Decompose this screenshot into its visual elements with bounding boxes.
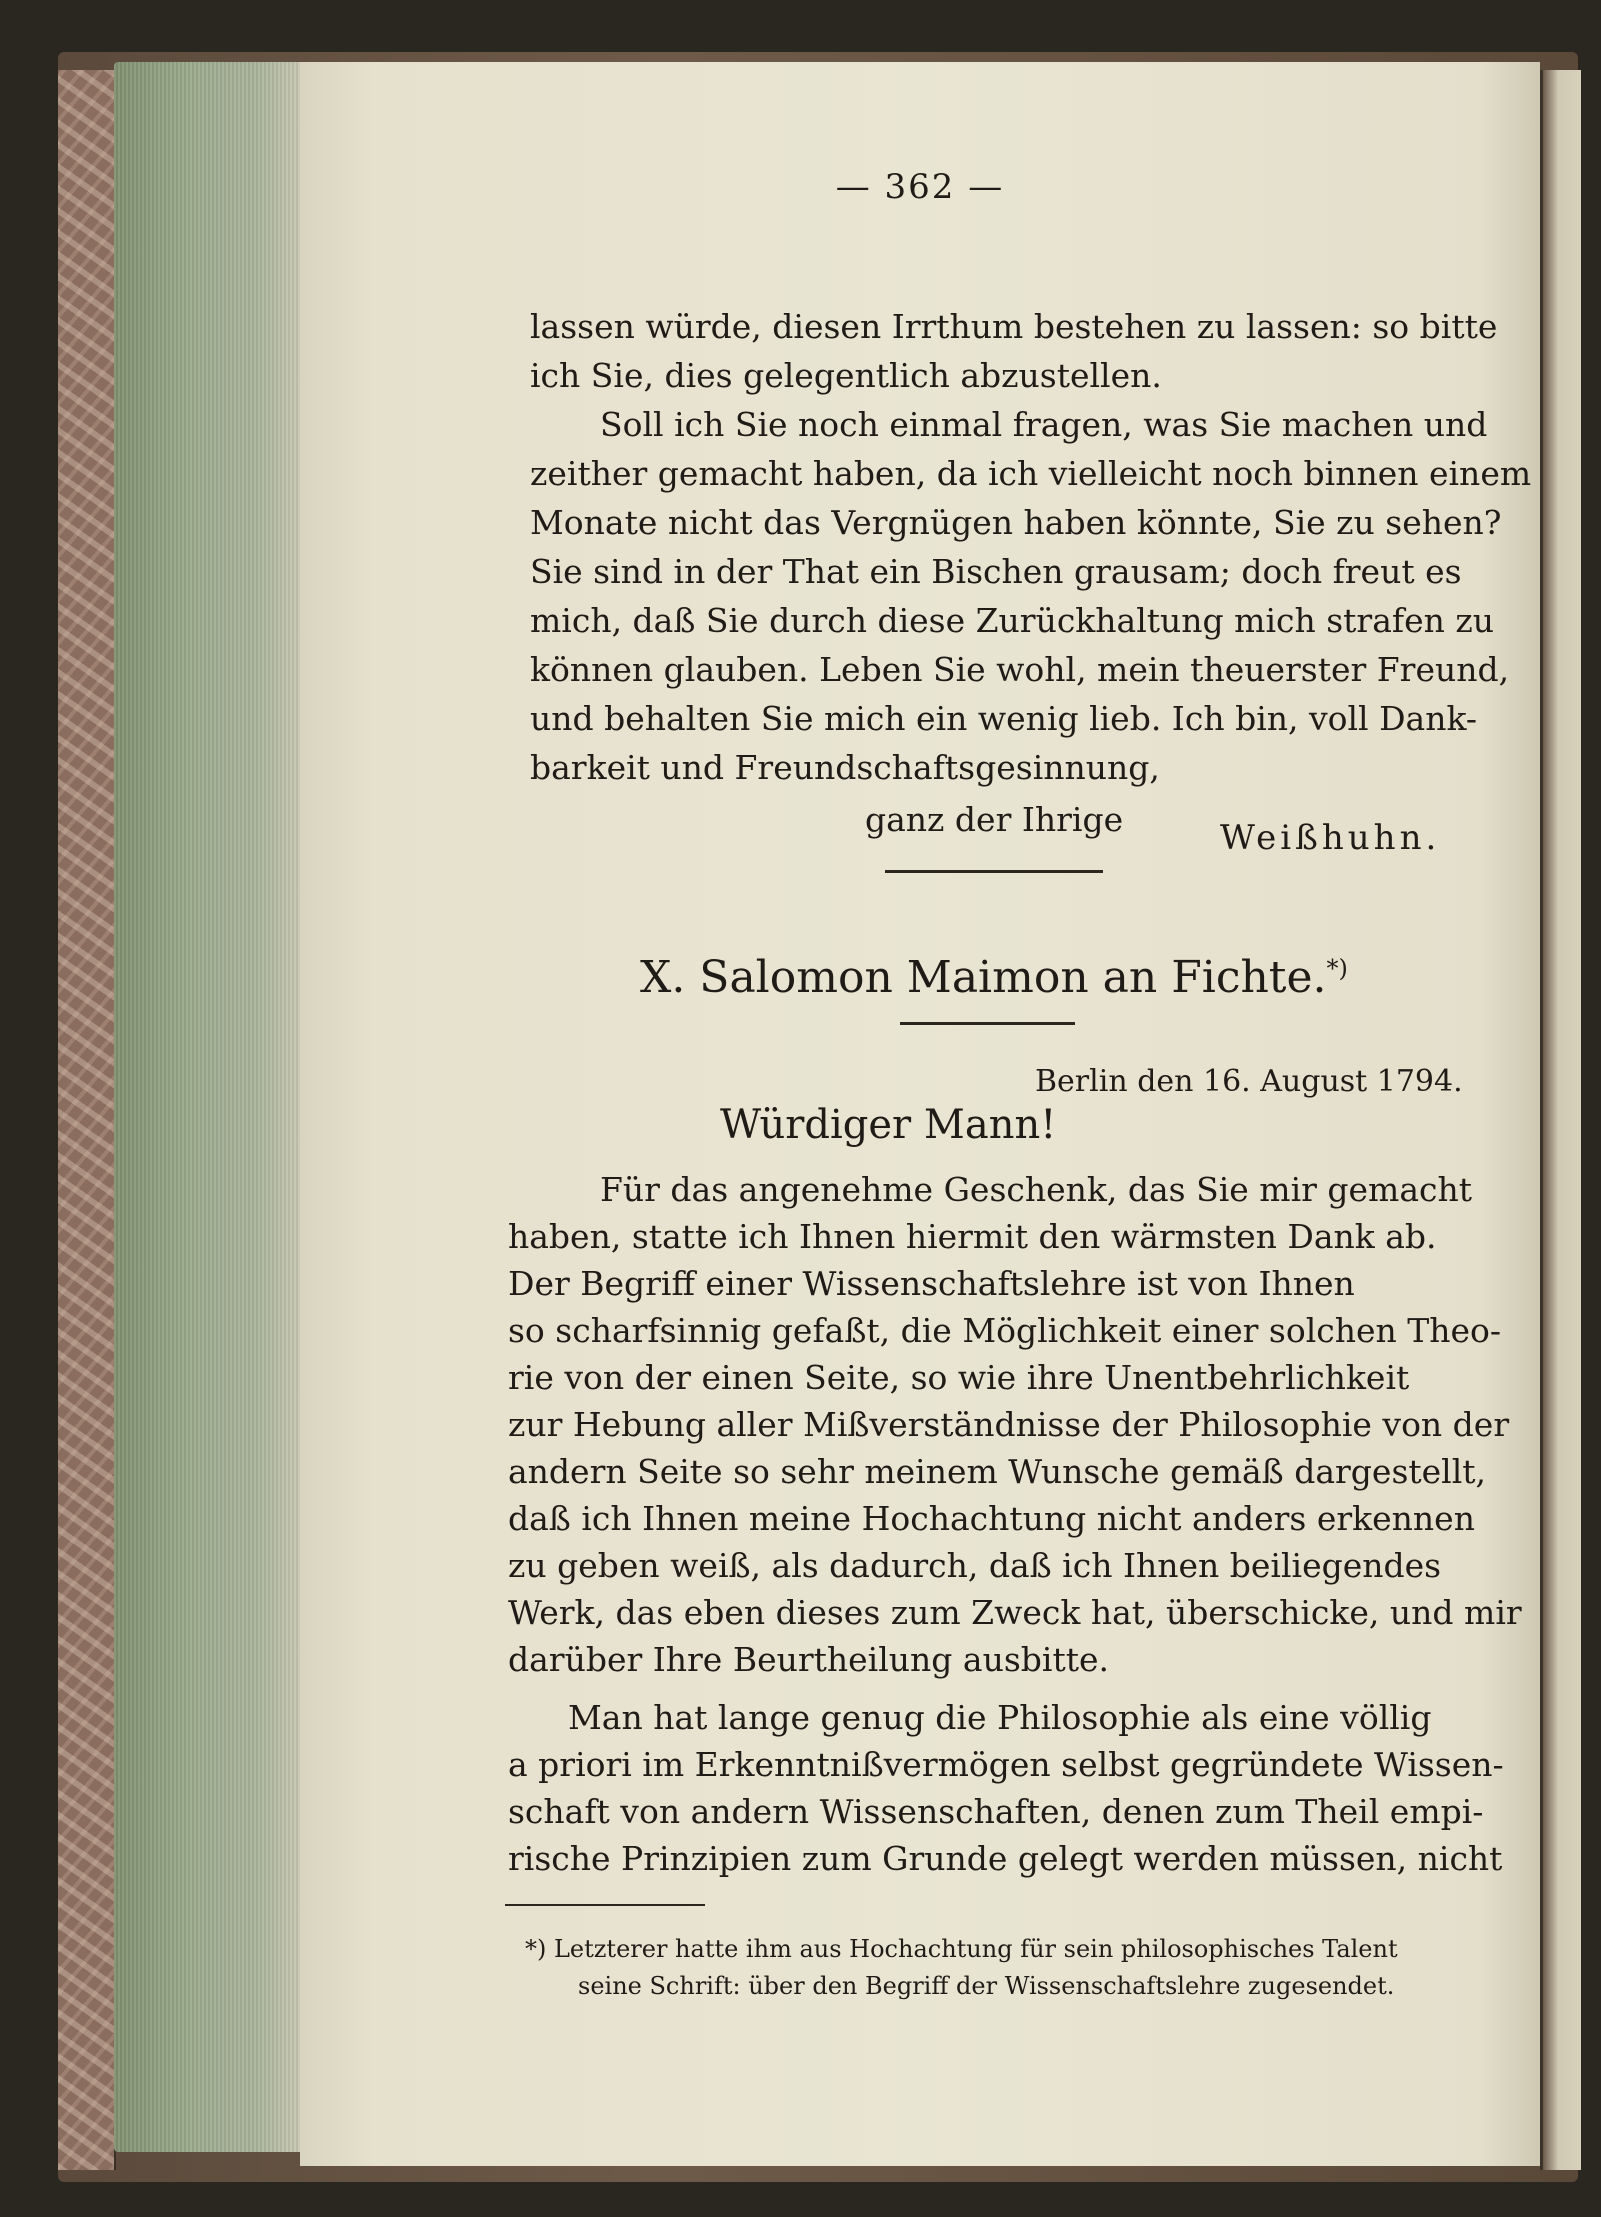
closing-line: ganz der Ihrige xyxy=(865,800,1124,839)
text-line: haben, statte ich Ihnen hiermit den wärmsten Dank ab. xyxy=(508,1217,1437,1256)
text-line: zur Hebung aller Mißverständnisse der Philosophie von der xyxy=(508,1405,1510,1444)
text-line: Monate nicht das Vergnügen haben könnte, Sie zu sehen? xyxy=(530,503,1502,542)
text-line: und behalten Sie mich ein wenig lieb. Ich bin, voll Dank- xyxy=(530,699,1478,738)
heading-underline xyxy=(900,1022,1075,1025)
footnote-line: seine Schrift: über den Begriff der Wissenschaftslehre zugesendet. xyxy=(578,1972,1395,2000)
text-line: Der Begriff einer Wissenschaftslehre ist von Ihnen xyxy=(508,1264,1355,1303)
footnote-rule xyxy=(505,1904,705,1906)
signature: Weißhuhn. xyxy=(1220,818,1441,858)
text-line: Werk, das eben dieses zum Zweck hat, überschicke, und mir xyxy=(508,1593,1522,1632)
adjacent-page-edge xyxy=(1540,70,1581,2170)
text-line: Für das angenehme Geschenk, das Sie mir gemacht xyxy=(600,1170,1473,1209)
page-edges xyxy=(114,62,304,2152)
text-line: rie von der einen Seite, so wie ihre Unentbehrlichkeit xyxy=(508,1358,1410,1397)
text-line: mich, daß Sie durch diese Zurückhaltung mich strafen zu xyxy=(530,601,1495,640)
text-line: zu geben weiß, als dadurch, daß ich Ihnen beiliegendes xyxy=(508,1546,1442,1585)
text-line: schaft von andern Wissenschaften, denen zum Theil empi- xyxy=(508,1792,1484,1831)
text-line: daß ich Ihnen meine Hochachtung nicht anders erkennen xyxy=(508,1499,1475,1538)
section-heading xyxy=(640,952,1348,1003)
page-number: — 362 — xyxy=(835,167,1005,207)
book-page xyxy=(300,62,1540,2166)
text-line: Sie sind in der That ein Bischen grausam; doch freut es xyxy=(530,552,1462,591)
text-line: Soll ich Sie noch einmal fragen, was Sie machen und xyxy=(600,405,1488,444)
text-line: rische Prinzipien zum Grunde gelegt werden müssen, nicht xyxy=(508,1839,1503,1878)
text-line: a priori im Erkenntnißvermögen selbst gegründete Wissen- xyxy=(508,1745,1504,1784)
text-line: können glauben. Leben Sie wohl, mein theuerster Freund, xyxy=(530,650,1510,689)
letter-date: Berlin den 16. August 1794. xyxy=(1035,1064,1463,1099)
text-line: lassen würde, diesen Irrthum bestehen zu lassen: so bitte xyxy=(530,307,1498,346)
footnote-line: *) Letzterer hatte ihm aus Hochachtung für sein philosophisches Talent xyxy=(525,1935,1398,1963)
salutation: Würdiger Mann! xyxy=(720,1102,1057,1148)
text-line: so scharfsinnig gefaßt, die Möglichkeit einer solchen Theo- xyxy=(508,1311,1502,1350)
text-line: barkeit und Freundschaftsgesinnung, xyxy=(530,748,1160,787)
footnote-marker: *) xyxy=(1326,954,1348,983)
text-line: zeither gemacht haben, da ich vielleicht noch binnen einem xyxy=(530,454,1532,493)
text-line: darüber Ihre Beurtheilung ausbitte. xyxy=(508,1640,1109,1679)
heading-text: X. Salomon Maimon an Fichte. xyxy=(640,952,1327,1003)
text-line: ich Sie, dies gelegentlich abzustellen. xyxy=(530,356,1162,395)
section-divider xyxy=(885,870,1103,873)
text-line: andern Seite so sehr meinem Wunsche gemäß dargestellt, xyxy=(508,1452,1487,1491)
text-line: Man hat lange genug die Philosophie als eine völlig xyxy=(568,1698,1432,1737)
marbled-board xyxy=(58,70,116,2170)
